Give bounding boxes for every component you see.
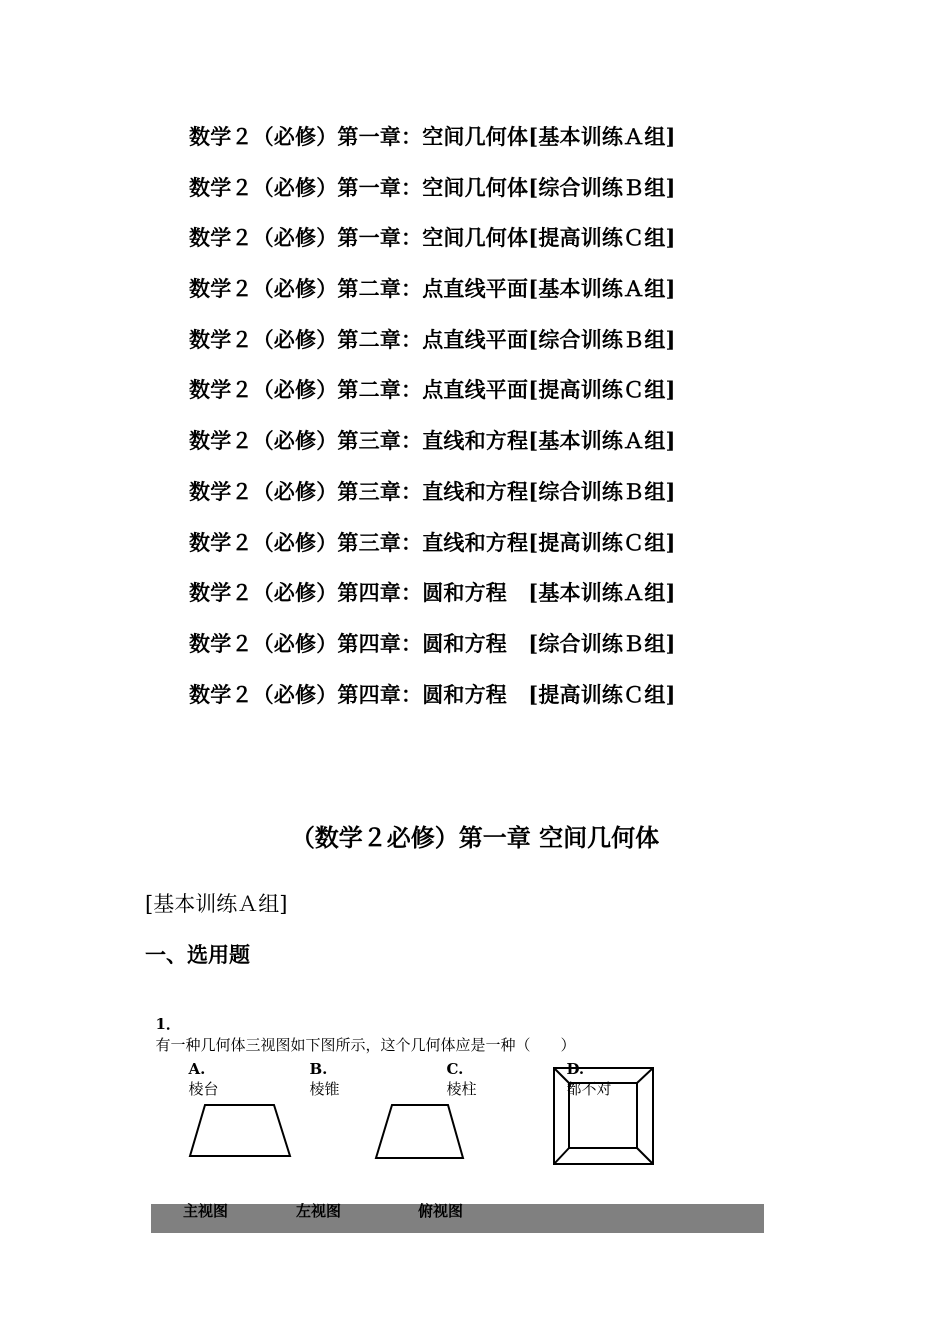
toc-entry[interactable]: 数学２（必修）第二章：点直线平面[基本训练Ａ组] — [189, 276, 676, 302]
question-text: 有一种几何体三视图如下图所示，这个几何体应是一种（ ） — [155, 1036, 576, 1054]
toc-entry[interactable]: 数学２（必修）第二章：点直线平面[综合训练Ｂ组] — [189, 326, 676, 352]
side-view-label: 左视图 — [296, 1202, 342, 1220]
side-view-trapezoid — [376, 1105, 463, 1158]
toc-entry[interactable]: 数学２（必修）第三章：直线和方程[基本训练Ａ组] — [189, 428, 676, 454]
toc-entry[interactable]: 数学２（必修）第四章：圆和方程 [基本训练Ａ组] — [189, 580, 676, 606]
question-number: 1． — [155, 1015, 181, 1033]
top-view-frustum — [554, 1068, 653, 1164]
option-text: 棱锥 — [309, 1080, 340, 1098]
group-label: [基本训练Ａ组] — [145, 892, 288, 916]
chapter-title: （数学２必修）第一章 空间几何体 — [290, 823, 660, 852]
top-view-label: 俯视图 — [418, 1202, 464, 1220]
toc-entry[interactable]: 数学２（必修）第一章：空间几何体[提高训练Ｃ组] — [189, 225, 676, 251]
toc-entry[interactable]: 数学２（必修）第一章：空间几何体[综合训练Ｂ组] — [189, 174, 676, 200]
front-view-label: 主视图 — [183, 1202, 229, 1220]
toc-entry[interactable]: 数学２（必修）第四章：圆和方程 [提高训练Ｃ组] — [189, 681, 676, 707]
section-heading: 一、选用题 — [145, 942, 250, 967]
option-text: 棱柱 — [446, 1080, 477, 1098]
option-letter: D. — [566, 1060, 585, 1078]
toc-entry[interactable]: 数学２（必修）第二章：点直线平面[提高训练Ｃ组] — [189, 377, 676, 403]
option-letter: B. — [309, 1060, 328, 1078]
toc-entry[interactable]: 数学２（必修）第四章：圆和方程 [综合训练Ｂ组] — [189, 630, 676, 656]
option-text: 都不对 — [566, 1080, 612, 1098]
toc-entry[interactable]: 数学２（必修）第三章：直线和方程[提高训练Ｃ组] — [189, 529, 676, 555]
toc-entry[interactable]: 数学２（必修）第一章：空间几何体[基本训练Ａ组] — [189, 124, 676, 149]
option-letter: C. — [446, 1060, 464, 1078]
option-letter: A. — [188, 1060, 206, 1078]
front-view-trapezoid — [190, 1105, 290, 1156]
toc-entry[interactable]: 数学２（必修）第三章：直线和方程[综合训练Ｂ组] — [189, 478, 676, 504]
option-text: 棱台 — [188, 1080, 219, 1098]
